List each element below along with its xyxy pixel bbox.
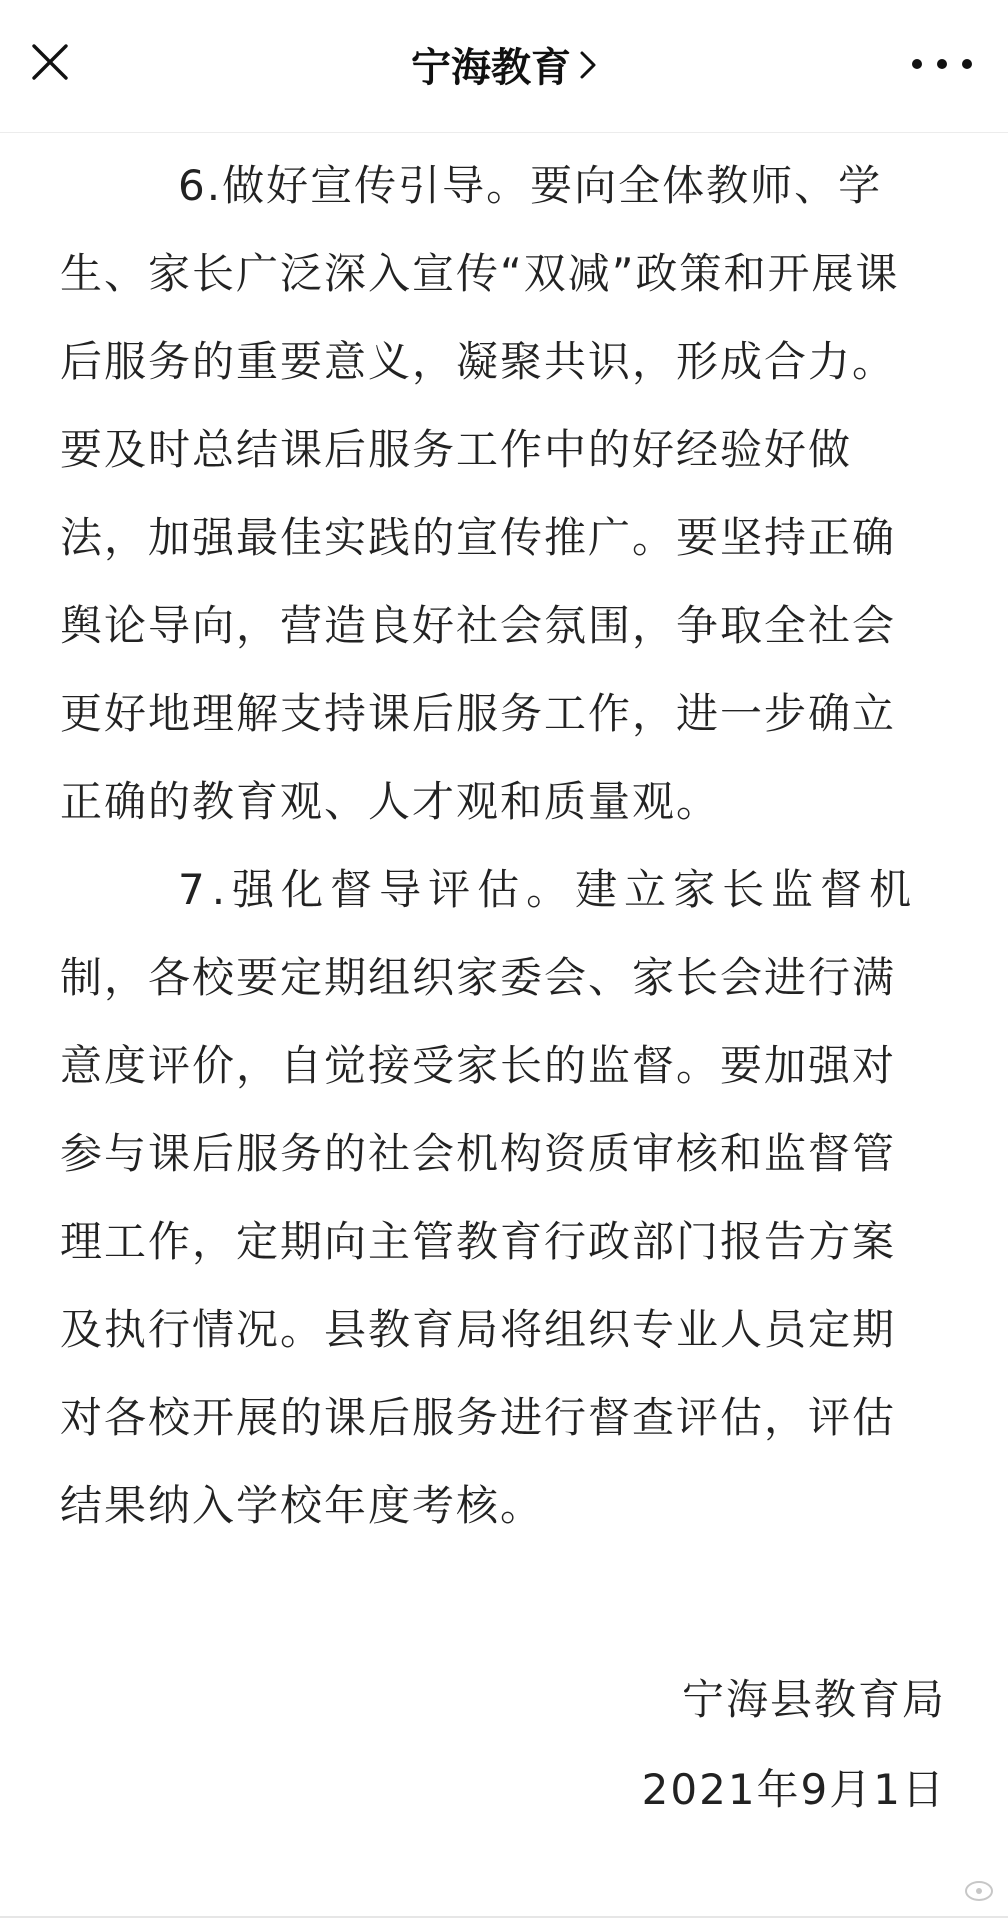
article-body — [60, 142, 948, 1550]
bottom-divider — [0, 1916, 1008, 1918]
paragraph-line: 对各校开展的课后服务进行督查评估，评估 — [60, 1393, 897, 1442]
paragraph-line: 理工作，定期向主管教育行政部门报告方案 — [60, 1217, 897, 1266]
paragraph-line: 7.强化督导评估。建立家长监督机 — [178, 865, 919, 914]
paragraph-line: 生、家长广泛深入宣传“双减”政策和开展课 — [60, 249, 900, 298]
paragraph-line: 法，加强最佳实践的宣传推广。要坚持正确 — [60, 513, 897, 562]
chevron-right-icon — [579, 37, 597, 97]
page-title: 宁海教育 — [411, 45, 571, 91]
watermark-logo-icon — [964, 1880, 994, 1902]
paragraph-line: 后服务的重要意义，凝聚共识，形成合力。 — [60, 337, 897, 386]
more-dot — [962, 59, 972, 69]
paragraph-line: 舆论导向，营造良好社会氛围，争取全社会 — [60, 601, 897, 650]
signature-date: 2021年9月1日 — [641, 1765, 946, 1814]
top-navigation-bar — [0, 0, 1008, 133]
paragraph-line: 及执行情况。县教育局将组织专业人员定期 — [60, 1305, 897, 1354]
paragraph-line: 制，各校要定期组织家委会、家长会进行满 — [60, 953, 897, 1002]
paragraph-line: 正确的教育观、人才观和质量观。 — [60, 777, 721, 826]
paragraph-line: 6.做好宣传引导。要向全体教师、学 — [178, 161, 883, 210]
signature-organization: 宁海县教育局 — [681, 1675, 946, 1724]
watermark — [964, 1880, 994, 1902]
paragraph-line: 参与课后服务的社会机构资质审核和监督管 — [60, 1129, 897, 1178]
account-title-link[interactable] — [0, 38, 1008, 98]
more-dots-icon — [912, 59, 922, 69]
paragraph-line: 意度评价，自觉接受家长的监督。要加强对 — [60, 1041, 897, 1090]
paragraph-line: 更好地理解支持课后服务工作，进一步确立 — [60, 689, 897, 738]
more-dot — [937, 59, 947, 69]
more-options-button[interactable] — [912, 42, 972, 86]
paragraph-line: 要及时总结课后服务工作中的好经验好做 — [60, 425, 853, 474]
paragraph-line: 结果纳入学校年度考核。 — [60, 1481, 545, 1530]
